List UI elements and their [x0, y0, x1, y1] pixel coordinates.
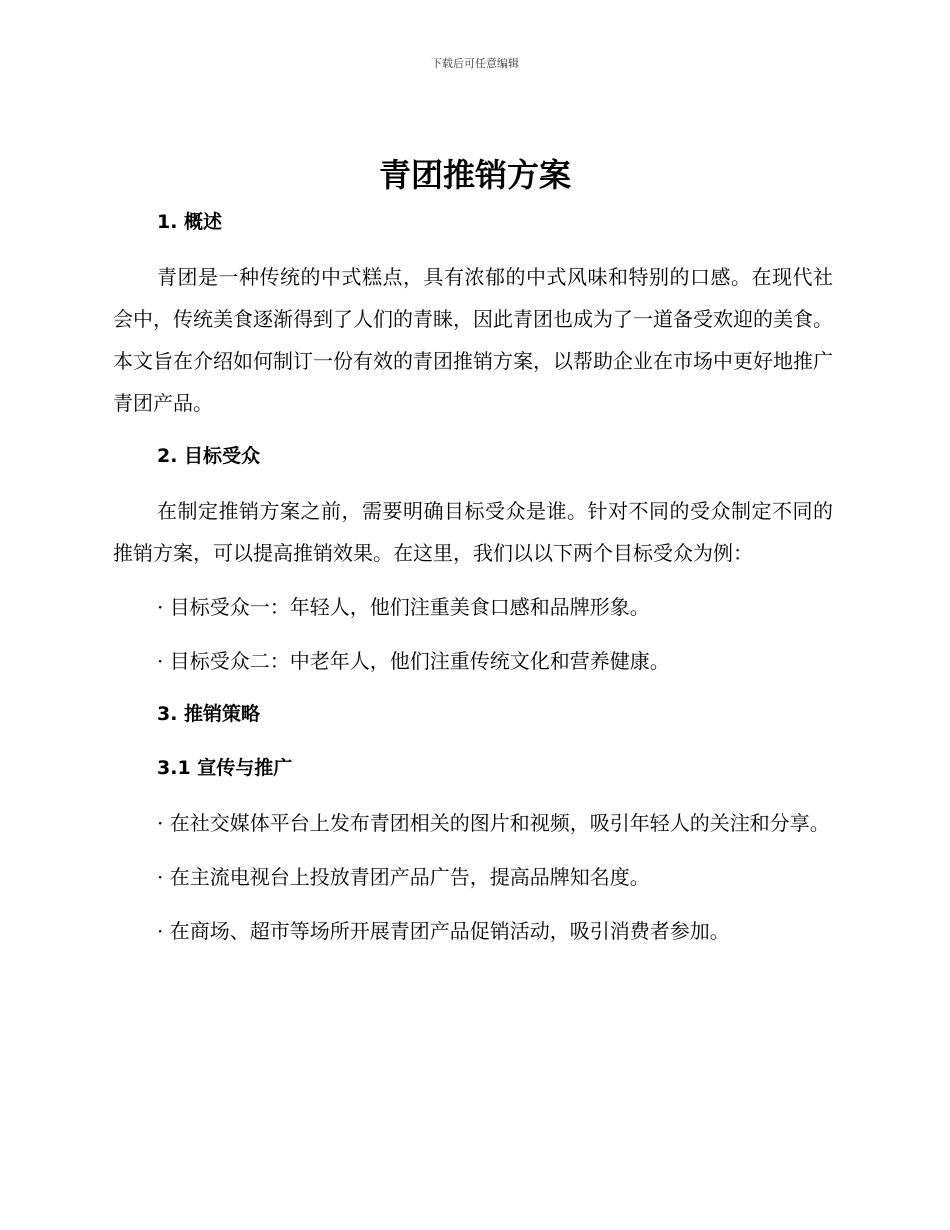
audience-bullet-2: · 目标受众二：中老年人，他们注重传统文化和营养健康。	[157, 649, 670, 673]
promotion-bullet-2: · 在主流电视台上投放青团产品广告，提高品牌知名度。	[157, 865, 650, 889]
audience-bullet-1: · 目标受众一：年轻人，他们注重美食口感和品牌形象。	[157, 595, 650, 619]
section-1-paragraph: 青团是一种传统的中式糕点，具有浓郁的中式风味和特别的口感。在现代社会中，传统美食逐渐得到了人们的青睐，因此青团也成为了一道备受欢迎的美食。本文旨在介绍如何制订一份有效的青团推销方案，以帮助企业在市场中更好地推广青团产品。	[113, 265, 833, 415]
document-title: 青团推销方案	[378, 156, 571, 194]
section-1-heading: 1. 概述	[157, 211, 223, 233]
section-2-heading: 2. 目标受众	[157, 445, 261, 467]
header-note: 下载后可任意编辑	[431, 57, 519, 70]
section-3-1-heading: 3.1 宣传与推广	[157, 757, 293, 779]
section-2-paragraph: 在制定推销方案之前，需要明确目标受众是谁。针对不同的受众制定不同的推销方案，可以提高推销效果。在这里，我们以以下两个目标受众为例：	[113, 499, 833, 565]
promotion-bullet-3: · 在商场、超市等场所开展青团产品促销活动，吸引消费者参加。	[157, 919, 730, 943]
section-3-heading: 3. 推销策略	[157, 703, 261, 725]
promotion-bullet-1: · 在社交媒体平台上发布青团相关的图片和视频，吸引年轻人的关注和分享。	[157, 811, 830, 835]
document-body	[113, 200, 833, 952]
